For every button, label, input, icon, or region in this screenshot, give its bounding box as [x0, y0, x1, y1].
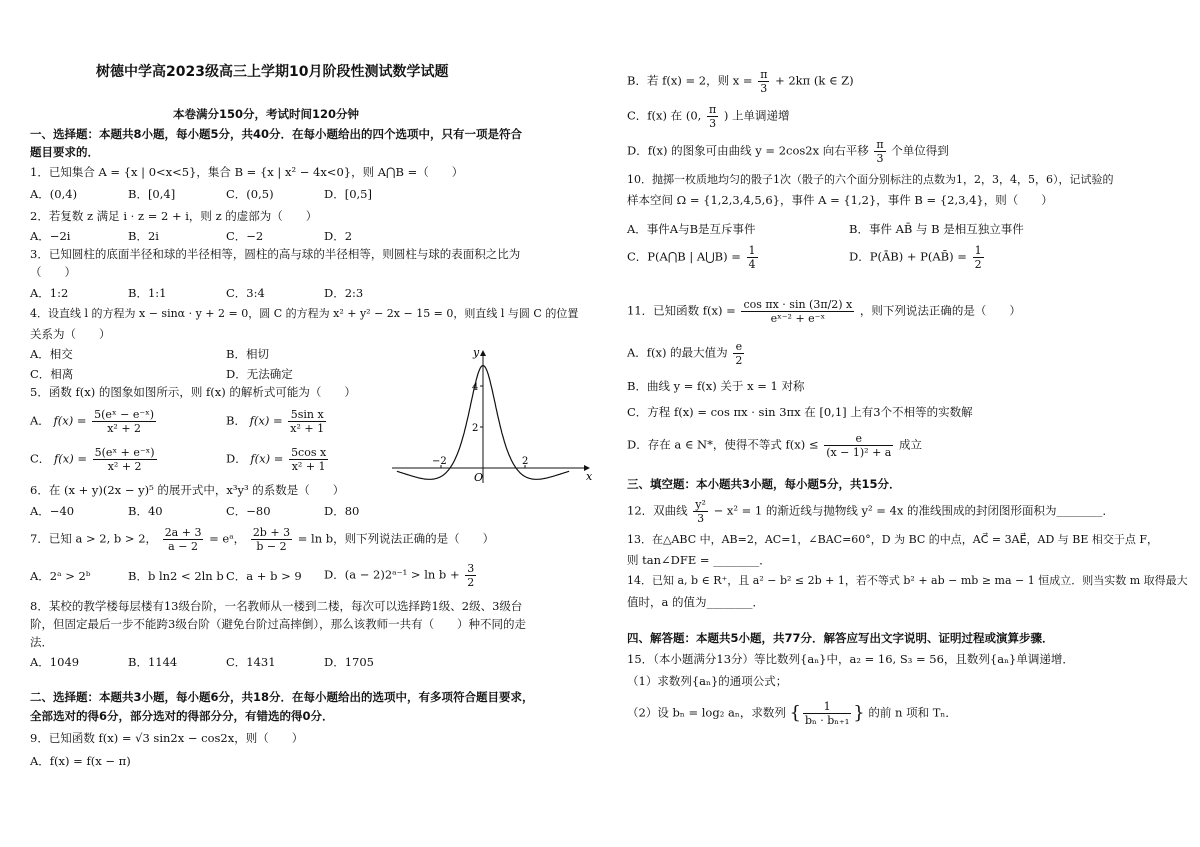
exam-title: 树德中学高2023级高三上学期10月阶段性测试数学试题 — [96, 64, 449, 80]
q15-p2-post: 的前 n 项和 Tₙ． — [868, 705, 957, 720]
q9-option-a: A．f(x) = f(x − π) — [30, 754, 131, 768]
graph-x-label: x — [586, 470, 593, 483]
q7-f1-num: 2a + 3 — [164, 526, 202, 539]
q3-option-b: B．1:1 — [128, 286, 167, 300]
q5-c-num: 5(eˣ + e⁻ˣ) — [94, 446, 155, 459]
q5-d-den: x² + 1 — [291, 460, 326, 473]
q11-f-num: cos πx · sin (3π/2) x — [743, 298, 853, 311]
q9-c-post: ) 上单调递增 — [723, 108, 790, 123]
q9-d-num: π — [876, 138, 884, 151]
q6-option-a: A．−40 — [30, 504, 75, 518]
q1-stem: 1．已知集合 A = {x | 0<x<5}，集合 B = {x | x² − 4x<0}，则 A⋂B =（ ） — [30, 165, 464, 179]
q15-p2-den: bₙ · bₙ₊₁ — [804, 714, 850, 727]
section-1-heading-cont: 题目要求的． — [30, 145, 99, 159]
q5-stem: 5．函数 f(x) 的图象如图所示，则 f(x) 的解析式可能为（ ） — [30, 385, 356, 399]
q10-c-fraction — [747, 244, 758, 271]
q11-f-den: eˣ⁻² + e⁻ˣ — [770, 312, 826, 325]
q12-pre: 12．双曲线 — [627, 503, 688, 518]
q9-option-d — [627, 138, 949, 165]
q11-d-den: (x − 1)² + a — [826, 446, 892, 459]
q11-a-num: e — [733, 340, 744, 354]
q9-c-num: π — [708, 103, 717, 116]
q4-option-c: C．相离 — [30, 367, 74, 381]
q5-option-c — [30, 446, 159, 473]
q8-option-d: D．1705 — [324, 655, 374, 669]
q11-stem — [627, 298, 1021, 325]
q10-stem: 10．抛掷一枚质地均匀的骰子1次（骰子的六个面分别标注的点数为1，2，3，4，5，6），记试验的 — [627, 173, 1114, 186]
q2-option-c: C．−2 — [226, 229, 264, 243]
q1-option-d: D．[0,5] — [324, 187, 372, 201]
q9-c-den: 3 — [709, 117, 717, 130]
q4-stem: 4．设直线 l 的方程为 x − sinα · y + 2 = 0，圆 C 的方程为 x² + y² − 2x − 15 = 0，则直线 l 与圆 C 的位置 — [30, 307, 579, 320]
q8-option-a: A．1049 — [30, 655, 80, 669]
q11-stem-pre: 11．已知函数 f(x) = — [627, 303, 736, 318]
q9-option-c — [627, 103, 790, 130]
q5-d-lhs: f(x) = — [250, 451, 284, 466]
q10-d-fraction — [973, 244, 984, 271]
graph-ytick-label-4: 4 — [472, 382, 479, 393]
q5-b-num: 5sin x — [288, 408, 326, 422]
section-2-heading: 二、选择题：本题共3小题，每小题6分，共18分．在每小题给出的选项中，有多项符合题目要求， — [30, 690, 534, 704]
q10-option-d — [849, 244, 986, 271]
q5-option-b — [226, 408, 328, 435]
q8-stem-cont: 阶，但固定最后一步不能跨3级台阶（避免台阶过高摔倒），那么该教师一共有（ ）种不同的走 — [30, 617, 527, 631]
q12-stem — [627, 498, 1114, 525]
q13-stem: 13．在△ABC 中，AB=2，AC=1，∠BAC=60°，D 为 BC 的中点，AC⃗ = 3AE⃗，AD 与 BE 相交于点 F， — [627, 533, 1159, 546]
q9-c-interval: (0, — [685, 108, 702, 123]
q7-option-d — [324, 562, 478, 589]
q7-stem — [30, 526, 494, 553]
q6-option-b: B．40 — [128, 504, 163, 518]
section-1-heading: 一、选择题：本题共8小题，每小题5分，共40分．在每小题给出的四个选项中，只有一项是符合 — [30, 127, 523, 141]
q4-option-d: D．无法确定 — [226, 367, 293, 381]
q5-b-den: x² + 1 — [290, 422, 325, 435]
q8-option-c: C．1431 — [226, 655, 276, 669]
section-3-heading: 三、填空题：本小题共3小题，每小题5分，共15分． — [627, 477, 901, 491]
q10-c-num: 1 — [748, 244, 756, 257]
q4-option-a: A．相交 — [30, 347, 73, 361]
graph-xtick-label-neg2: −2 — [432, 456, 447, 467]
q9-d-pre: D．f(x) 的图象可由曲线 y = 2cos2x 向右平移 — [627, 143, 869, 158]
q15-stem: 15．（本小题满分13分）等比数列{aₙ}中，a₂ = 16, S₃ = 56，且数列{aₙ}单调递增． — [627, 652, 1074, 666]
q15-brace-right: } — [853, 702, 865, 724]
q7-mid-1: = eᵃ， — [209, 531, 246, 546]
q5-a-label: A． — [30, 413, 50, 428]
q14-stem-cont: 值时，a 的值为________． — [627, 595, 765, 609]
q9-b-num: π — [760, 68, 768, 81]
q10-d-pre: D．P(ĀB) + P(AB̄) = — [849, 249, 967, 264]
q1-option-c: C．(0,5) — [226, 187, 274, 201]
q5-d-num: 5cos x — [291, 446, 327, 459]
q9-b-pre: B．若 f(x) = 2，则 x = — [627, 73, 753, 88]
graph-y-arrow — [480, 350, 486, 356]
q10-c-pre: C．P(A⋂B | A⋃B) = — [627, 249, 741, 264]
q11-a-den: 2 — [735, 354, 743, 367]
q9-stem: 9．已知函数 f(x) = √3 sin2x − cos2x，则（ ） — [30, 731, 304, 745]
q5-option-a — [30, 408, 158, 435]
q10-d-num: 1 — [974, 244, 982, 257]
q11-d-post: 成立 — [899, 437, 923, 452]
q1-option-a: A．(0,4) — [30, 187, 78, 201]
q11-stem-post: ，则下列说法正确的是（ ） — [859, 303, 1021, 318]
q8-stem: 8．某校的教学楼每层楼有13级台阶，一名教师从一楼到二楼，每次可以选择跨1级、2级、3级台 — [30, 599, 523, 613]
q9-b-den: 3 — [760, 82, 768, 95]
function-graph — [392, 348, 592, 483]
graph-xtick-label-2: 2 — [522, 456, 529, 467]
q5-c-fraction — [93, 446, 157, 473]
q5-c-den: x² + 2 — [107, 460, 142, 473]
q7-option-b: B．b ln2 < 2ln b — [128, 569, 224, 583]
q11-fraction — [741, 298, 854, 325]
q5-a-lhs: f(x) = — [53, 413, 87, 428]
q12-den: 3 — [697, 512, 705, 525]
q7-f1-den: a − 2 — [168, 540, 198, 553]
q3-option-c: C．3:4 — [226, 286, 265, 300]
q9-d-den: 3 — [876, 152, 884, 165]
q5-a-fraction — [92, 408, 156, 435]
q5-option-d — [226, 446, 330, 473]
q1-option-b: B．[0,4] — [128, 187, 176, 201]
q11-a-fraction — [733, 340, 744, 367]
q10-c-den: 4 — [748, 258, 756, 271]
q5-c-label: C． — [30, 451, 51, 466]
q5-b-fraction — [288, 408, 326, 435]
q11-d-pre: D．存在 a ∈ N*，使得不等式 f(x) ≤ — [627, 437, 819, 452]
q9-b-post: + 2kπ (k ∈ Z) — [775, 73, 854, 88]
q7-d-fraction — [465, 562, 476, 589]
q7-fraction-1 — [163, 526, 204, 553]
exam-subtitle: 本卷满分150分，考试时间120分钟 — [173, 107, 360, 121]
q6-option-d: D．80 — [324, 504, 360, 518]
q7-option-a: A．2ᵃ > 2ᵇ — [30, 569, 91, 583]
q15-p2-num: 1 — [803, 700, 851, 714]
q7-fraction-2 — [251, 526, 292, 553]
q10-option-b: B．事件 AB̄ 与 B 是相互独立事件 — [849, 222, 1024, 236]
q10-d-den: 2 — [974, 258, 982, 271]
q11-a-pre: A．f(x) 的最大值为 — [627, 345, 728, 360]
section-4-heading: 四、解答题：本题共5小题，共77分．解答应写出文字说明、证明过程或演算步骤． — [627, 631, 1054, 645]
q11-option-d — [627, 432, 922, 459]
q11-d-num: e — [824, 432, 893, 446]
graph-ytick-label-2: 2 — [472, 423, 479, 434]
q10-option-c — [627, 244, 760, 271]
q2-stem: 2．若复数 z 满足 i · z = 2 + i，则 z 的虚部为（ ） — [30, 209, 318, 223]
q8-stem-cont-2: 法． — [30, 635, 53, 649]
q4-stem-cont: 关系为（ ） — [30, 327, 111, 341]
graph-origin-label: O — [474, 471, 484, 484]
q7-option-c: C．a + b > 9 — [226, 569, 302, 583]
q4-option-b: B．相切 — [226, 347, 269, 361]
q3-stem-cont: （ ） — [30, 265, 76, 279]
q9-d-post: 个单位得到 — [891, 143, 949, 158]
q2-option-d: D．2 — [324, 229, 353, 243]
q11-option-c: C．方程 f(x) = cos πx · sin 3πx 在 [0,1] 上有3个不相等的实数解 — [627, 405, 973, 419]
q2-option-b: B．2i — [128, 229, 159, 243]
q3-option-d: D．2:3 — [324, 286, 364, 300]
q9-c-fraction — [707, 103, 718, 130]
section-2-heading-cont: 全部选对的得6分，部分选对的得部分分，有错选的得0分． — [30, 709, 334, 723]
q7-stem-pre: 7．已知 a > 2, b > 2， — [30, 531, 158, 546]
q15-part-1: （1）求数列{aₙ}的通项公式； — [627, 674, 788, 688]
q6-stem: 6．在 (x + y)(2x − y)⁵ 的展开式中，x³y³ 的系数是（ ） — [30, 483, 345, 497]
q5-d-label: D． — [226, 451, 247, 466]
q15-p2-fraction — [803, 700, 851, 727]
q9-b-fraction — [758, 68, 769, 95]
q11-d-fraction — [824, 432, 893, 459]
q7-d-den: 2 — [467, 576, 475, 589]
q10-option-a: A．事件A与B是互斥事件 — [627, 222, 756, 236]
q2-option-a: A．−2i — [30, 229, 71, 243]
q5-a-num: 5(eˣ − e⁻ˣ) — [94, 408, 155, 421]
q13-stem-cont: 则 tan∠DFE = ________． — [627, 553, 771, 567]
q12-post: − x² = 1 的渐近线与抛物线 y² = 4x 的准线围成的封闭图形面积为________． — [713, 503, 1115, 518]
q15-brace-left: { — [789, 702, 801, 724]
q7-f2-den: b − 2 — [256, 540, 287, 553]
q11-option-a — [627, 340, 746, 367]
q3-option-a: A．1:2 — [30, 286, 69, 300]
q8-option-b: B．1144 — [128, 655, 178, 669]
q10-stem-cont: 样本空间 Ω = {1,2,3,4,5,6}，事件 A = {1,2}，事件 B = {2,3,4}，则（ ） — [627, 193, 1053, 207]
q9-option-b — [627, 68, 854, 95]
q12-num: y² — [695, 498, 706, 511]
q9-d-fraction — [874, 138, 885, 165]
q7-mid-2: = ln b，则下列说法正确的是（ ） — [297, 531, 495, 546]
q11-option-b: B．曲线 y = f(x) 关于 x = 1 对称 — [627, 379, 805, 393]
graph-y-label: y — [473, 346, 480, 359]
q5-b-label: B． — [226, 413, 246, 428]
q6-option-c: C．−80 — [226, 504, 271, 518]
q5-a-den: x² + 2 — [107, 422, 142, 435]
q5-b-lhs: f(x) = — [249, 413, 283, 428]
q5-d-fraction — [289, 446, 328, 473]
q7-d-num: 3 — [467, 562, 475, 575]
q3-stem: 3．已知圆柱的底面半径和球的半径相等，圆柱的高与球的半径相等，则圆柱与球的表面积之比为 — [30, 247, 521, 261]
q7-f2-num: 2b + 3 — [252, 526, 291, 539]
q15-p2-pre: （2）设 bₙ = log₂ aₙ，求数列 — [627, 705, 786, 720]
q7-d-pre: D．(a − 2)2ᵃ⁻¹ > ln b + — [324, 567, 460, 582]
q12-fraction — [693, 498, 708, 525]
q5-c-lhs: f(x) = — [53, 451, 87, 466]
q15-part-2 — [627, 700, 957, 727]
q9-c-pre: C．f(x) 在 — [627, 108, 683, 123]
q14-stem: 14．已知 a, b ∈ R⁺，且 a² − b² ≤ 2b + 1，若不等式 b² + ab − mb ≥ ma − 1 恒成立．则当实数 m 取得最大 — [627, 574, 1188, 587]
